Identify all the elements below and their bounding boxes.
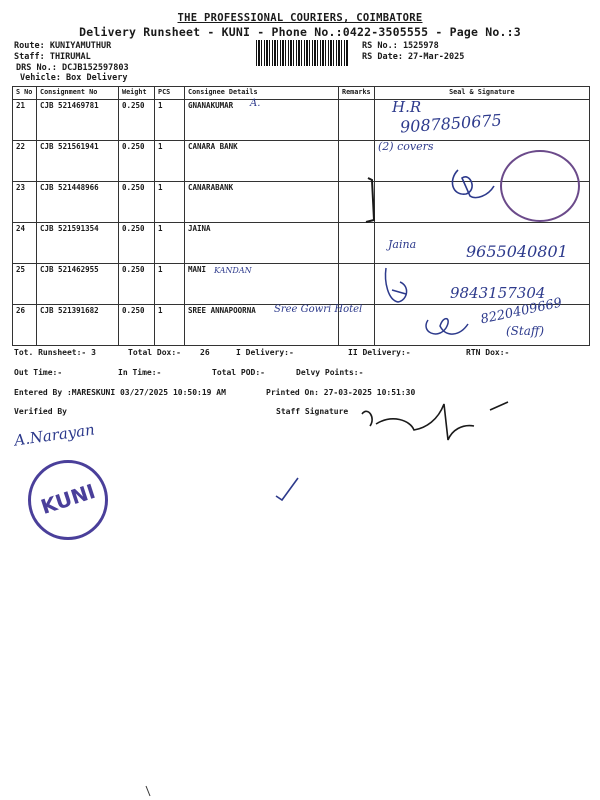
rs-no-field: RS No.: 1525978 [362,41,439,51]
header-pcs: PCS [155,87,185,100]
printed-on: Printed On: 27-03-2025 10:51:30 [266,388,416,397]
ii-delivery: II Delivery:- [348,348,411,357]
staff-field: Staff: THIRUMAL [14,52,91,62]
signature-scribble-r23 [452,170,494,198]
verified-by-signature: A.Narayan [13,420,96,450]
cell-pcs: 1 [155,182,185,223]
cell-pcs: 1 [155,141,185,182]
cell-consignment: CJB 521391682 [37,305,119,346]
cell-weight: 0.250 [119,182,155,223]
cell-consignment: CJB 521591354 [37,223,119,264]
drs-field: DRS No.: DCJB152597803 [16,63,129,73]
handwritten-name-r21: A. [250,98,261,109]
total-dox-label: Total Dox:- [128,348,181,357]
handwritten-note-r22: (2) covers [378,140,434,153]
cell-consignment: CJB 521448966 [37,182,119,223]
delivery-points: Delvy Points:- [296,368,364,377]
cell-weight: 0.250 [119,264,155,305]
handwritten-staff-r26: (Staff) [506,324,545,338]
handwritten-phone-r21: 9087850675 [399,110,503,137]
cell-consignment: CJB 521469781 [37,100,119,141]
handwritten-note-r26: Sree Gowri Hotel [274,304,363,315]
cell-sno: 23 [13,182,37,223]
total-pod: Total POD:- [212,368,265,377]
signature-scribble-r25 [386,268,407,302]
handwritten-name-r25: KANDAN [214,266,252,275]
cell-weight: 0.250 [119,100,155,141]
staff-signature-label: Staff Signature [276,407,349,416]
handwritten-sign-r24: Jaina [388,238,417,251]
runsheet-title: Delivery Runsheet - KUNI - Phone No.:0422-3505555 - Page No.:3 [79,25,521,39]
cell-sno: 24 [13,223,37,264]
cell-sno: 22 [13,141,37,182]
total-runsheet: Tot. Runsheet:- 3 [14,348,96,357]
cell-consignee: JAINA [185,223,339,264]
route-field: Route: KUNIYAMUTHUR [14,41,112,51]
in-time: In Time:- [118,368,162,377]
cell-consignee: CANARA BANK [185,141,339,182]
cell-weight: 0.250 [119,223,155,264]
cell-sno: 21 [13,100,37,141]
cell-consignment: CJB 521462955 [37,264,119,305]
cell-pcs: 1 [155,100,185,141]
kuni-stamp-text: KUNI [37,479,99,520]
handwritten-phone-r24: 9655040801 [466,242,568,261]
out-time: Out Time:- [14,368,63,377]
header-consignee-details: Consignee Details [185,87,339,100]
handwritten-phone-r26: 8220409669 [479,295,564,328]
cell-sno: 26 [13,305,37,346]
check-mark [276,478,298,500]
header-sno: S No [13,87,37,100]
cell-consignee: CANARABANK [185,182,339,223]
i-delivery: I Delivery:- [236,348,294,357]
rs-date-field: RS Date: 27-Mar-2025 [362,52,465,62]
cell-weight: 0.250 [119,305,155,346]
cell-pcs: 1 [155,223,185,264]
header-remarks: Remarks [339,87,375,100]
cell-sno: 25 [13,264,37,305]
bracket-mark [366,178,374,222]
verified-by-label: Verified By [14,407,67,416]
cell-consignee: SREE ANNAPOORNA [185,305,339,346]
cell-pcs: 1 [155,305,185,346]
total-dox-value: 26 [200,348,210,357]
round-office-stamp [500,150,580,222]
header-consignment-no: Consignment No [37,87,119,100]
cell-pcs: 1 [155,264,185,305]
rtn-dox: RTN Dox:- [466,348,510,357]
header-weight: Weight [119,87,155,100]
company-title: THE PROFESSIONAL COURIERS, COIMBATORE [177,12,423,24]
handwritten-phone-r25: 9843157304 [450,284,546,302]
page-edge-mark [146,786,150,796]
vehicle-field: Vehicle: Box Delivery [20,73,128,83]
cell-consignee: GNANAKUMAR [185,100,339,141]
signature-scribble-r26 [426,319,468,334]
header-seal-signature: Seal & Signature [374,87,589,100]
cell-consignee: MANI [185,264,339,305]
kuni-stamp [28,460,108,540]
entered-by: Entered By :MARESKUNI 03/27/2025 10:50:19 AM [14,388,226,397]
handwritten-sign-r21: H.R [392,98,422,116]
staff-signature-scribble [362,402,508,440]
cell-weight: 0.250 [119,141,155,182]
cell-consignment: CJB 521561941 [37,141,119,182]
